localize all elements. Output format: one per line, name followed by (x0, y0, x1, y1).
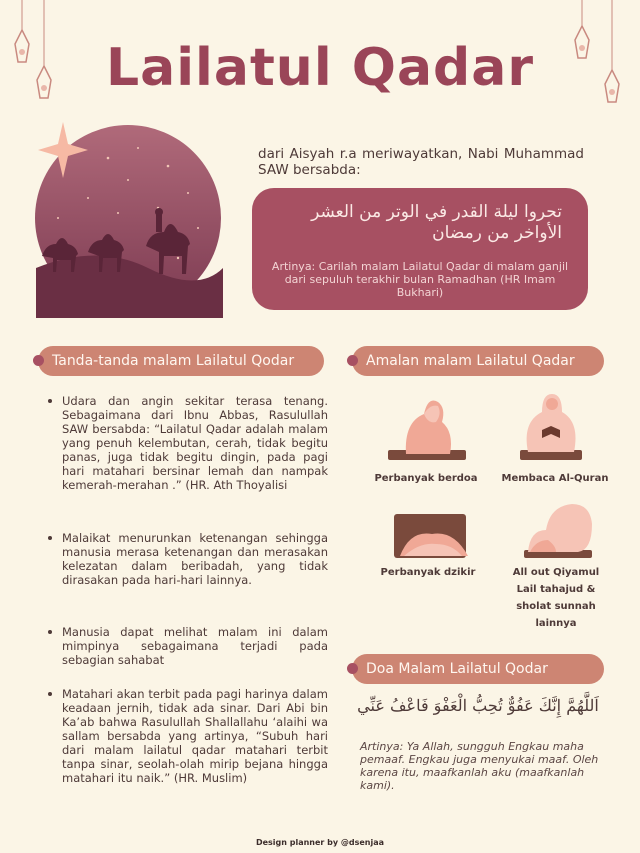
bullet-icon (48, 692, 52, 696)
practice-label: All out Qiyamul Lail tahajud & sholat sunnah lainnya (512, 567, 600, 629)
hadith-card (252, 188, 588, 310)
sign-text: Udara dan angin sekitar terasa tenang. Sebagaimana dari Ibnu Abbas, Rasulullah SAW bersabda: “Lailatul Qadar adalah malam yang penuh kelembutan, cerah, tidak begitu panas, juga tidak begitu dingin, pada pagi hari matahari bersinar lemah dan nampak kemerah-merahan .” (HR. Ath Thoyalisi (62, 394, 328, 492)
sign-item (48, 394, 328, 520)
sign-text: Manusia dapat melihat malam ini dalam mimpinya sebagaimana terjadi pada sebagian sahabat (62, 625, 328, 667)
heading-accent-dot (33, 355, 44, 366)
signs-list (48, 394, 328, 785)
sign-item (48, 625, 328, 687)
practices-heading-label: Amalan malam Lailatul Qadar (366, 353, 575, 369)
signs-heading (38, 346, 324, 376)
practice-label: Perbanyak berdoa (374, 473, 478, 484)
design-credit: Design planner by @dsenjaa (255, 838, 385, 847)
hadith-translation: Artinya: Carilah malam Lailatul Qadar di malam ganjil dari sepuluh terakhir bulan Ramadhan (HR Imam Bukhari) (271, 260, 569, 299)
heading-accent-dot (347, 355, 358, 366)
hadith-arabic: تحروا ليلة القدر في الوتر من العشر الأواخر من رمضان (311, 202, 562, 243)
practice-label: Perbanyak dzikir (380, 567, 476, 578)
doa-heading (352, 654, 604, 684)
hadith-intro: dari Aisyah r.a meriwayatkan, Nabi Muhammad SAW bersabda: (258, 146, 584, 178)
page-title: Lailatul Qadar (105, 38, 535, 98)
praying-woman-icon (384, 392, 470, 466)
bullet-icon (48, 536, 52, 540)
sign-text: Malaikat menurunkan ketenangan sehingga manusia merasa ketenangan dan merasakan kelezatan dalam beribadah, yang tidak dirasakan pada hari-hari lainnya. (62, 531, 328, 587)
practices-heading (352, 346, 604, 376)
signs-heading-label: Tanda-tanda malam Lailatul Qodar (52, 353, 295, 369)
practice-label: Membaca Al-Quran (501, 473, 609, 484)
sign-item (48, 687, 328, 785)
bullet-icon (48, 630, 52, 634)
sign-item (48, 531, 328, 625)
caravan-night-illustration (28, 118, 228, 318)
sign-text: Matahari akan terbit pada pagi harinya dalam keadaan jernih, tidak ada sinar. Dari Abi bin Ka’ab bahwa Rasulullah Shallallahu ‘alaihi wa sallam bersabda yang artinya, “Subuh hari dari malam lailatul qadar matahari terbit tanpa sinar, seolah-olah mirip bejana hingga matahari itu naik.” (HR. Muslim) (62, 687, 328, 785)
doa-arabic: اَللَّهُمَّ إِنَّكَ عَفُوٌّ تُحِبُّ الْعَفْوَ فَاعْفُ عَنِّي (357, 696, 599, 715)
heading-accent-dot (347, 663, 358, 674)
reading-quran-icon (508, 388, 594, 466)
bullet-icon (48, 399, 52, 403)
sujud-icon (520, 500, 596, 560)
doa-translation: Artinya: Ya Allah, sungguh Engkau maha pemaaf. Engkau juga menyukai maaf. Oleh karena itu, maafkanlah aku (maafkanlah kami). (360, 740, 599, 792)
prayer-mat-icon (390, 508, 474, 560)
doa-heading-label: Doa Malam Lailatul Qodar (366, 661, 548, 677)
